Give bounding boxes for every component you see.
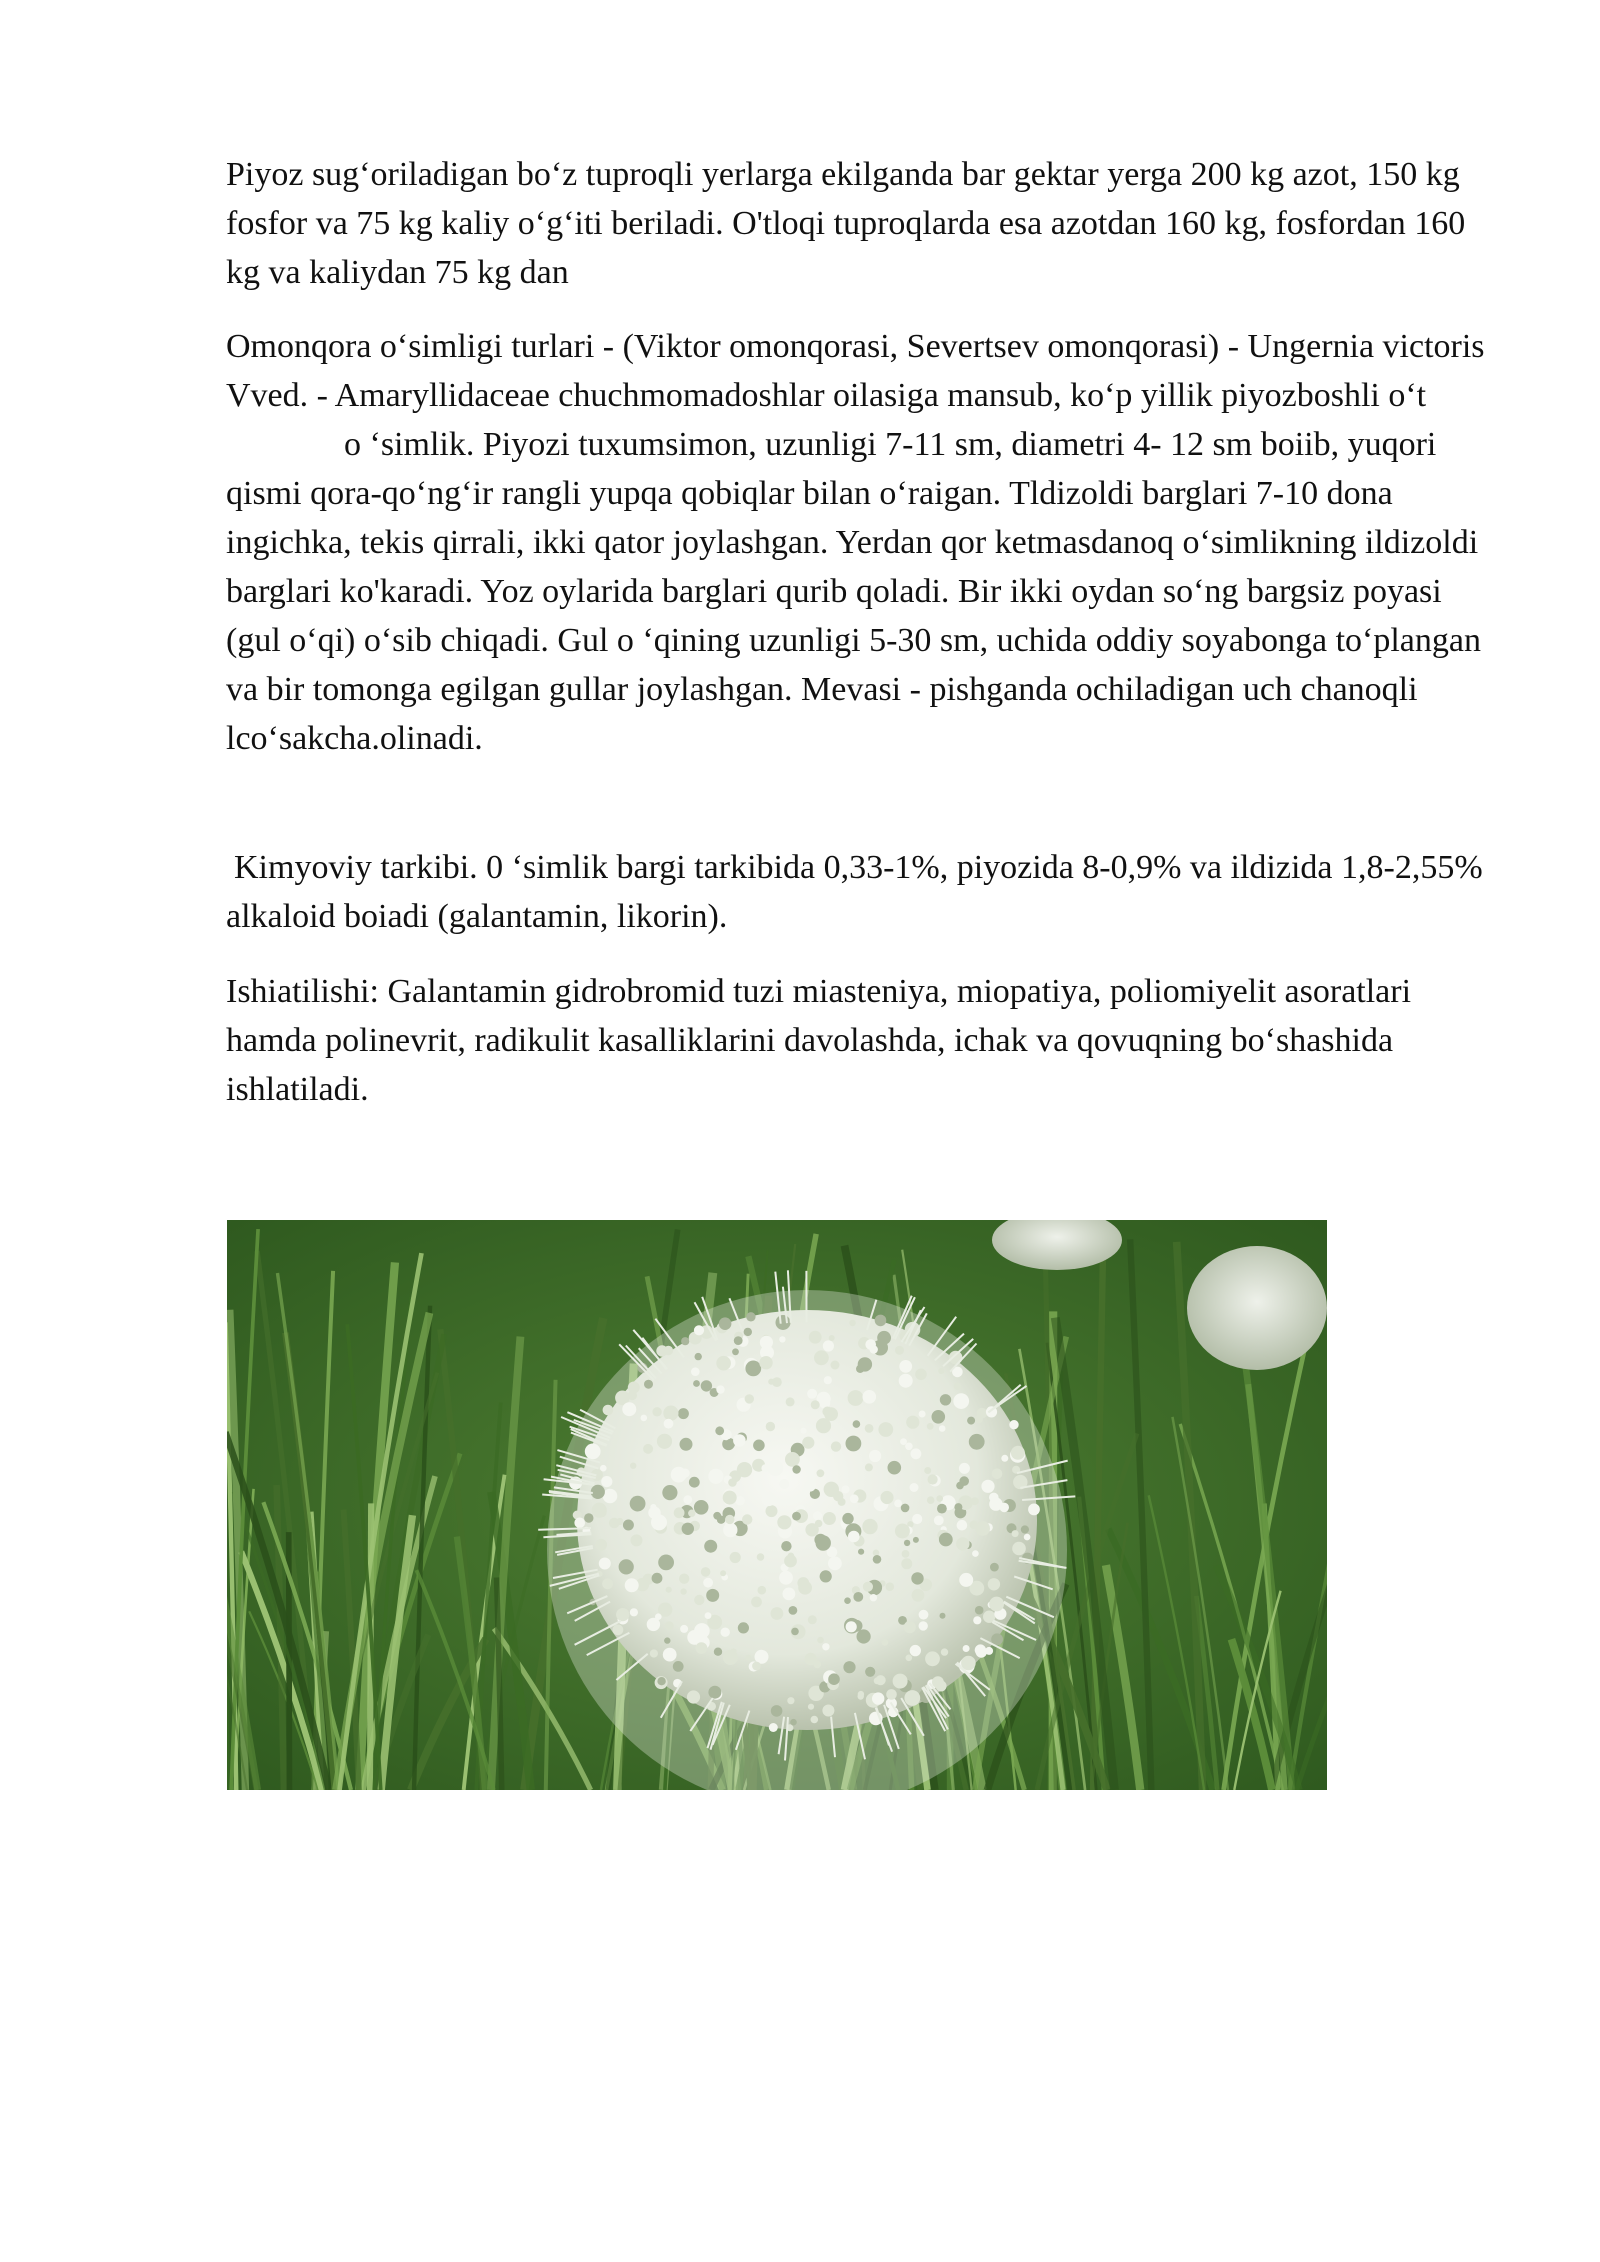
floret	[652, 1407, 661, 1416]
floret	[934, 1516, 944, 1526]
floret	[831, 1441, 841, 1451]
floret	[904, 1621, 916, 1633]
floret	[683, 1495, 692, 1504]
floret	[688, 1510, 695, 1517]
floret	[800, 1428, 806, 1434]
floret	[904, 1540, 910, 1546]
floret	[911, 1572, 923, 1584]
floret	[941, 1648, 948, 1655]
floret	[809, 1331, 822, 1344]
floret	[888, 1461, 902, 1475]
paragraph-fertilizer: Piyoz sug‘oriladigan bo‘z tuproqli yerlarga ekilganda bar gektar yerga 200 kg azot, 150 kg fosfor va 75 kg kaliy o‘g‘iti beriladi. O'tloqi tuproqlarda esa azotdan 160 kg, fosfordan 160 kg va kaliydan 75 kg dan	[226, 156, 1466, 291]
floret	[886, 1582, 895, 1591]
floret	[703, 1578, 713, 1588]
floret	[705, 1612, 712, 1619]
floret	[1009, 1420, 1018, 1429]
floret	[895, 1524, 910, 1539]
floret	[875, 1315, 887, 1327]
floret	[766, 1505, 778, 1517]
floret	[723, 1491, 737, 1505]
floret	[822, 1643, 829, 1650]
floret	[648, 1507, 660, 1519]
floret	[858, 1693, 864, 1699]
floret	[597, 1508, 606, 1517]
floret	[863, 1390, 877, 1404]
floret	[973, 1616, 981, 1624]
allium-flower-photo	[227, 1220, 1327, 1790]
floret	[691, 1367, 700, 1376]
floret	[936, 1495, 943, 1502]
floret	[928, 1474, 938, 1484]
floret	[808, 1704, 814, 1710]
floret	[878, 1422, 893, 1437]
floret	[905, 1443, 913, 1451]
floret	[701, 1380, 712, 1391]
floret	[823, 1512, 836, 1525]
floret	[969, 1434, 985, 1450]
floret	[949, 1351, 963, 1365]
paragraph-description	[226, 322, 1490, 763]
floret	[708, 1469, 723, 1484]
floret	[708, 1686, 721, 1699]
floret	[630, 1463, 636, 1469]
floret	[865, 1463, 873, 1471]
floret	[734, 1336, 743, 1345]
floret	[876, 1675, 886, 1685]
floret	[695, 1353, 702, 1360]
floret	[716, 1385, 724, 1393]
floret	[953, 1393, 969, 1409]
floret	[1012, 1542, 1026, 1556]
floret	[599, 1558, 611, 1570]
floret	[886, 1689, 897, 1700]
floret	[647, 1618, 660, 1631]
floret	[601, 1476, 612, 1487]
floret	[910, 1483, 919, 1492]
floret	[895, 1346, 904, 1355]
floret	[613, 1624, 624, 1635]
floret	[781, 1541, 791, 1551]
floret	[650, 1649, 658, 1657]
floret	[981, 1480, 994, 1493]
floret	[814, 1661, 822, 1669]
floret	[771, 1607, 784, 1620]
floret	[657, 1434, 672, 1449]
floret	[925, 1651, 940, 1666]
floret	[656, 1345, 667, 1356]
floret	[619, 1559, 634, 1574]
floret	[957, 1520, 968, 1531]
floret	[927, 1423, 934, 1430]
floret	[787, 1697, 794, 1704]
floret	[849, 1320, 856, 1327]
floret	[872, 1692, 884, 1704]
floret	[694, 1325, 704, 1335]
floret	[844, 1597, 851, 1604]
floret	[664, 1419, 674, 1429]
floret	[742, 1514, 752, 1524]
floret	[829, 1335, 835, 1341]
floret	[757, 1553, 765, 1561]
floret	[814, 1350, 829, 1365]
floret	[865, 1667, 875, 1677]
floret	[880, 1491, 893, 1504]
floret	[723, 1523, 737, 1537]
floret	[719, 1317, 732, 1330]
floret	[814, 1534, 826, 1546]
floret	[792, 1465, 800, 1473]
floret	[824, 1376, 832, 1384]
floret	[753, 1440, 765, 1452]
floret	[869, 1450, 881, 1462]
floret	[738, 1622, 749, 1633]
floret	[715, 1426, 724, 1435]
floret	[823, 1340, 834, 1351]
floret	[783, 1588, 796, 1601]
floret	[701, 1567, 711, 1577]
floret	[1012, 1530, 1019, 1537]
floret	[857, 1629, 871, 1643]
floret	[681, 1337, 689, 1345]
floret	[689, 1477, 700, 1488]
paragraph-chemistry	[226, 843, 1490, 941]
floret	[936, 1681, 947, 1692]
floret	[786, 1397, 795, 1406]
floret	[679, 1574, 689, 1584]
floret	[746, 1312, 755, 1321]
floret	[723, 1650, 738, 1665]
floret	[730, 1552, 741, 1563]
floret	[807, 1389, 817, 1399]
floret	[862, 1519, 877, 1534]
floret	[602, 1578, 613, 1589]
floret	[751, 1597, 762, 1608]
floret	[678, 1408, 689, 1419]
floret	[893, 1674, 908, 1689]
floret	[811, 1716, 819, 1724]
floret	[652, 1573, 663, 1584]
floret	[744, 1328, 752, 1336]
floret	[927, 1496, 935, 1504]
floret	[662, 1485, 677, 1500]
floret	[863, 1582, 873, 1592]
floret	[919, 1621, 928, 1630]
floret	[939, 1533, 953, 1547]
floret	[779, 1336, 785, 1342]
floret	[828, 1557, 842, 1571]
floret	[735, 1496, 744, 1505]
floret	[975, 1521, 990, 1536]
floret	[842, 1513, 853, 1524]
floret	[745, 1394, 754, 1403]
floret	[932, 1410, 946, 1424]
floret	[817, 1637, 824, 1644]
floret	[630, 1608, 638, 1616]
floret	[777, 1515, 791, 1529]
floret	[1011, 1446, 1025, 1460]
floret	[901, 1558, 912, 1569]
floret	[848, 1531, 860, 1543]
floret	[665, 1621, 674, 1630]
floret	[658, 1555, 674, 1571]
floret	[817, 1469, 825, 1477]
paragraph-usage: Ishiatilishi: Galantamin gidrobromid tuzi miasteniya, miopatiya, poliomiyelit asoratlari hamda polinevrit, radikulit kasalliklarini davolashda, ichak va qovuqning bo‘shashida ishlatiladi.	[226, 973, 1412, 1108]
floret	[630, 1496, 646, 1512]
floret	[846, 1621, 857, 1632]
floret	[805, 1480, 816, 1491]
floret	[865, 1339, 876, 1350]
flower-image	[227, 1220, 1327, 1790]
floret	[910, 1645, 921, 1656]
floret	[919, 1610, 929, 1620]
floret	[752, 1662, 761, 1671]
floret	[989, 1493, 999, 1503]
floret	[628, 1391, 637, 1400]
floret	[603, 1489, 618, 1504]
floret	[972, 1550, 979, 1557]
floret	[644, 1380, 653, 1389]
floret	[762, 1492, 776, 1506]
floret	[848, 1390, 864, 1406]
floret	[631, 1534, 643, 1546]
floret	[811, 1400, 820, 1409]
floret	[720, 1570, 726, 1576]
floret	[899, 1374, 913, 1388]
floret	[831, 1361, 840, 1370]
floret	[924, 1467, 931, 1474]
floret	[853, 1420, 861, 1428]
floret	[971, 1497, 979, 1505]
floret	[600, 1465, 607, 1472]
floret	[842, 1485, 850, 1493]
floret	[696, 1642, 708, 1654]
floret	[967, 1417, 975, 1425]
floret	[988, 1578, 1000, 1590]
floret	[913, 1537, 919, 1543]
floret	[899, 1360, 912, 1373]
floret	[843, 1661, 855, 1673]
floret	[992, 1469, 1003, 1480]
background-flower-right	[1187, 1246, 1327, 1370]
floret	[713, 1512, 721, 1520]
floret	[776, 1315, 791, 1330]
floret	[865, 1424, 874, 1433]
floret	[625, 1578, 639, 1592]
floret	[989, 1597, 1004, 1612]
floret	[643, 1444, 653, 1454]
floret	[663, 1648, 677, 1662]
floret	[870, 1594, 877, 1601]
floret	[673, 1661, 684, 1672]
floret	[622, 1402, 636, 1416]
floret	[915, 1369, 927, 1381]
floret	[664, 1637, 670, 1643]
floret	[797, 1577, 809, 1589]
floret	[792, 1512, 801, 1521]
floret	[681, 1469, 690, 1478]
floret	[769, 1723, 778, 1732]
floret	[674, 1507, 685, 1518]
floret	[833, 1491, 843, 1501]
floret	[616, 1518, 623, 1525]
floret	[873, 1555, 882, 1564]
floret	[1024, 1534, 1031, 1541]
floret	[771, 1705, 783, 1717]
floret	[894, 1500, 902, 1508]
floret	[737, 1462, 752, 1477]
floret	[805, 1523, 818, 1536]
floret	[858, 1549, 864, 1555]
floret	[990, 1563, 999, 1572]
floret	[904, 1690, 920, 1706]
floret	[657, 1677, 665, 1685]
floret	[716, 1356, 731, 1371]
floret	[574, 1518, 585, 1529]
floret	[694, 1595, 704, 1605]
floret	[758, 1586, 767, 1595]
floret	[603, 1405, 614, 1416]
floret	[816, 1418, 831, 1433]
floret	[911, 1448, 922, 1459]
floret	[959, 1476, 969, 1486]
floret	[999, 1503, 1009, 1513]
floret	[873, 1550, 880, 1557]
floret	[808, 1615, 817, 1624]
floret	[954, 1383, 961, 1390]
floret	[595, 1539, 607, 1551]
floret	[759, 1356, 772, 1369]
floret	[666, 1587, 672, 1593]
floret	[939, 1425, 946, 1432]
floret	[733, 1434, 746, 1447]
floret	[858, 1357, 872, 1371]
floret	[760, 1336, 773, 1349]
floret	[728, 1478, 737, 1487]
floret	[584, 1513, 593, 1522]
description-text-part2: o ‘simlik. Piyozi tuxumsimon, uzunligi 7-11 sm, diametri 4- 12 sm boiib, yuqori qismi qora-qo‘ng‘ir rangli yupqa qobiqlar bilan o‘raigan. Tldizoldi barglari 7-10 dona ingichka, tekis qirrali, ikki qator joylashgan. Yerdan qor ketmasdanoq o‘simlikning ildizoldi barglari ko'karadi. Yoz oylarida barglari qurib qoladi. Bir ikki oydan so‘ng bargsiz poyasi (gul o‘qi) o‘sib chiqadi. Gul o ‘qining uzunligi 5-30 sm, uchida oddiy soyabonga to‘plangan va bir tomonga egilgan gullar joylashgan. Mevasi - pishganda ochiladigan uch chanoqli lco‘sakcha.olinadi.	[226, 426, 1481, 757]
floret	[687, 1690, 700, 1703]
floret	[822, 1407, 832, 1417]
floret	[802, 1437, 814, 1449]
floret	[877, 1331, 891, 1345]
floret	[813, 1511, 822, 1520]
floret	[902, 1550, 910, 1558]
floret	[938, 1368, 944, 1374]
floret	[853, 1592, 863, 1602]
floret	[820, 1570, 832, 1582]
floret	[959, 1463, 970, 1474]
floret	[906, 1416, 919, 1429]
floret	[680, 1588, 686, 1594]
floret	[912, 1589, 925, 1602]
floret	[1001, 1455, 1008, 1462]
floret	[641, 1415, 648, 1422]
floret	[959, 1573, 973, 1587]
floret	[954, 1503, 962, 1511]
floret	[725, 1515, 734, 1524]
floret	[906, 1655, 913, 1662]
floret	[721, 1628, 730, 1637]
floret	[732, 1348, 739, 1355]
description-text-part1: Omonqora o‘simligi turlari - (Viktor omonqorasi, Severtsev omonqorasi) - Ungernia victoris Vved. - Amaryllidaceae chuchmomadoshlar oilasiga mansub, ko‘p yillik piyozboshli o‘t	[226, 328, 1485, 414]
floret	[790, 1719, 797, 1726]
floret	[822, 1705, 834, 1717]
floret	[975, 1644, 986, 1655]
floret	[784, 1555, 797, 1568]
floret	[680, 1625, 688, 1633]
floret	[956, 1537, 969, 1550]
floret	[616, 1608, 629, 1621]
floret	[693, 1380, 700, 1387]
floret	[940, 1394, 951, 1405]
floret	[779, 1479, 789, 1489]
floret	[900, 1438, 907, 1445]
floret	[680, 1438, 693, 1451]
floret	[766, 1422, 775, 1431]
floret	[745, 1361, 761, 1377]
floret	[694, 1500, 709, 1515]
floret	[882, 1639, 889, 1646]
chemistry-text: Kimyoviy tarkibi. 0 ‘simlik bargi tarkibida 0,33-1%, piyozida 8-0,9% va ildizida 1,8-2,55% alkaloid boiadi (galantamin, likorin).	[226, 849, 1483, 935]
floret	[1021, 1525, 1029, 1533]
floret	[768, 1460, 784, 1476]
floret	[963, 1645, 970, 1652]
floret	[846, 1436, 862, 1452]
floret	[663, 1406, 678, 1421]
floret	[789, 1606, 798, 1615]
floret	[919, 1411, 926, 1418]
floret	[961, 1656, 976, 1671]
floret	[901, 1504, 910, 1513]
floret	[828, 1673, 840, 1685]
floret	[714, 1648, 722, 1656]
floret	[975, 1415, 983, 1423]
floret	[591, 1485, 605, 1499]
floret	[850, 1494, 859, 1503]
floret	[694, 1623, 710, 1639]
floret	[937, 1504, 947, 1514]
floret	[1028, 1504, 1040, 1516]
floret	[785, 1452, 800, 1467]
floret	[791, 1628, 799, 1636]
floret	[975, 1606, 984, 1615]
floret	[912, 1514, 922, 1524]
floret	[772, 1377, 782, 1387]
floret	[779, 1571, 793, 1585]
floret	[745, 1655, 751, 1661]
floret	[623, 1520, 634, 1531]
floret	[704, 1540, 717, 1553]
floret	[585, 1444, 601, 1460]
floret	[706, 1589, 719, 1602]
floret	[682, 1523, 694, 1535]
floret	[940, 1613, 946, 1619]
